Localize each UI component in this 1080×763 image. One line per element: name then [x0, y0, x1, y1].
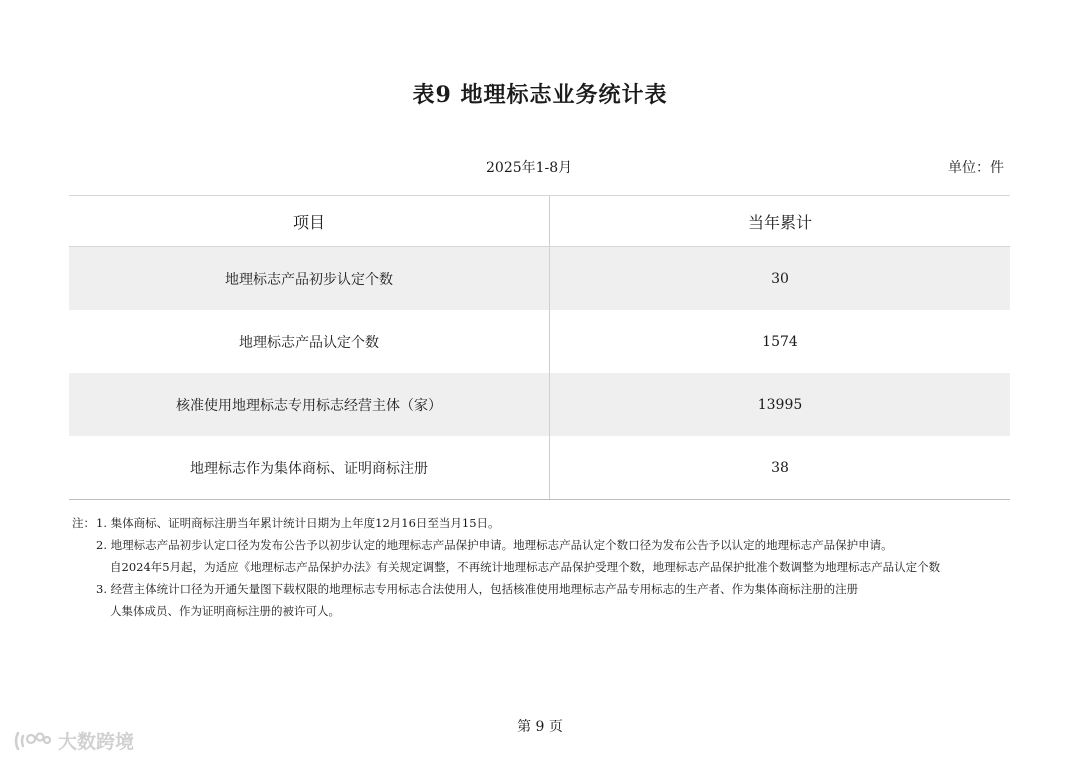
notes-prefix: 注：	[72, 516, 95, 530]
row-item-label: 地理标志作为集体商标、证明商标注册	[69, 436, 550, 500]
notes-section	[72, 512, 1012, 622]
row-value: 13995	[550, 373, 1011, 436]
watermark-text: 大数跨境	[58, 731, 135, 753]
row-value: 38	[550, 436, 1011, 500]
row-item-label: 地理标志产品初步认定个数	[69, 247, 550, 311]
note-text: 1. 集体商标、证明商标注册当年累计统计日期为上年度12月16日至当月15日。	[96, 516, 500, 530]
note-line	[72, 512, 1012, 534]
table-header-row	[69, 196, 1010, 247]
brand-logo-icon	[12, 730, 52, 752]
row-value: 1574	[762, 333, 798, 350]
column-header-item: 项目	[69, 196, 550, 247]
row-item-label: 核准使用地理标志专用标志经营主体（家）	[69, 373, 550, 436]
statistics-table	[69, 195, 1010, 500]
period-label: 2025年1-8月	[486, 160, 573, 176]
table-row	[69, 373, 1010, 436]
row-item-label: 地理标志产品认定个数	[69, 310, 550, 373]
note-line: 人集体成员、作为证明商标注册的被许可人。	[110, 604, 340, 618]
page-title: 表9 地理标志业务统计表	[412, 82, 668, 108]
note-line: 自2024年5月起，为适应《地理标志产品保护办法》有关规定调整，不再统计地理标志产品保护受理个数，地理标志产品保护批准个数调整为地理标志产品认定个数	[110, 560, 941, 574]
page-number: 第 9 页	[517, 719, 563, 735]
watermark	[12, 727, 134, 754]
row-value: 30	[550, 247, 1011, 311]
note-line: 2. 地理标志产品初步认定口径为发布公告予以初步认定的地理标志产品保护申请。地理标志产品认定个数口径为发布公告予以认定的地理标志产品保护申请。	[96, 538, 893, 552]
column-header-value: 当年累计	[550, 196, 1011, 247]
note-line: 3. 经营主体统计口径为开通矢量图下载权限的地理标志专用标志合法使用人，包括核准使用地理标志产品专用标志的生产者、作为集体商标注册的注册	[96, 582, 859, 596]
table-row	[69, 247, 1010, 311]
table-row	[69, 436, 1010, 500]
table-row	[69, 310, 1010, 373]
unit-label: 单位：件	[948, 160, 1004, 176]
